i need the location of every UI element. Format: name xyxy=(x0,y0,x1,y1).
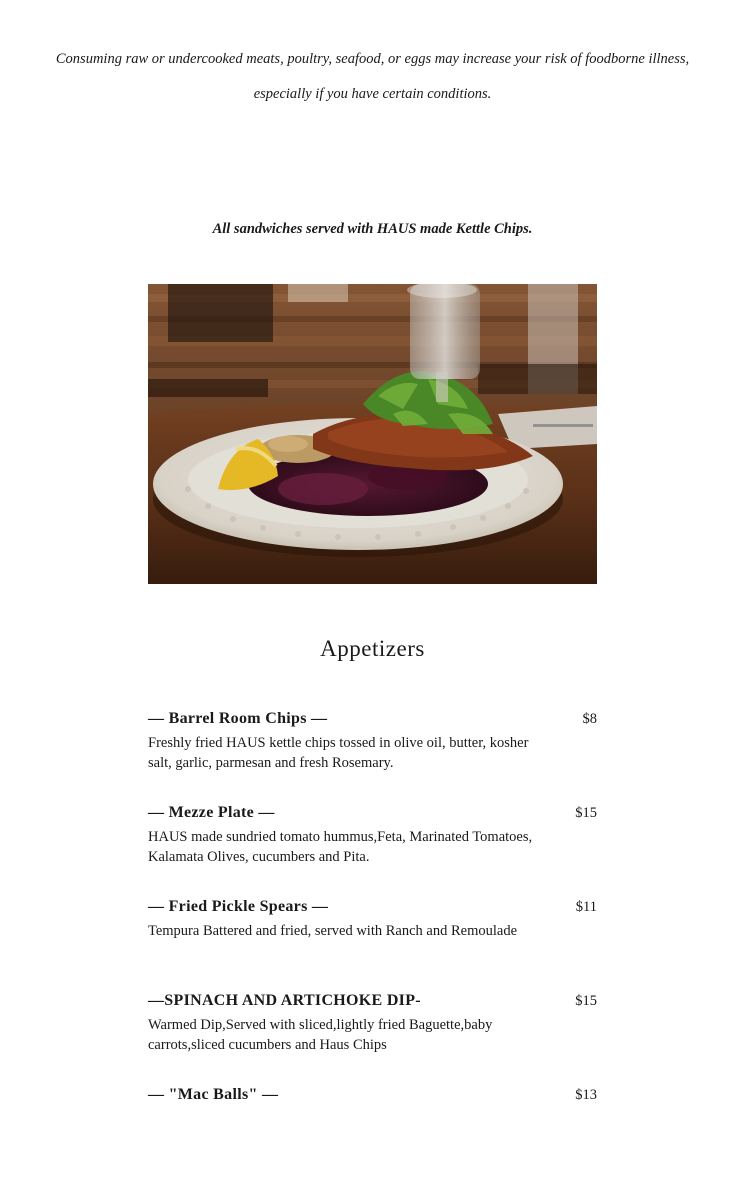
disclaimer-line-2: especially if you have certain conditions. xyxy=(253,86,492,102)
menu-item-mezze-plate xyxy=(148,804,597,898)
item-name: — "Mac Balls" — xyxy=(148,1086,279,1103)
item-name: — Fried Pickle Spears — xyxy=(148,898,329,915)
sandwich-note: All sandwiches served with HAUS made Kettle Chips. xyxy=(212,221,533,237)
item-price: $11 xyxy=(575,899,597,915)
item-description: Tempura Battered and fried, served with Ranch and Remoulade xyxy=(148,923,518,939)
item-description: Warmed Dip,Served with sliced,lightly fried Baguette,baby carrots,sliced cucumbers and Haus Chips xyxy=(148,1017,493,1053)
menu-item-barrel-room-chips xyxy=(148,710,597,804)
raw-food-disclaimer xyxy=(20,42,725,112)
item-description: Freshly fried HAUS kettle chips tossed in olive oil, butter, kosher salt, garlic, parmesan and fresh Rosemary. xyxy=(148,735,529,771)
item-price: $15 xyxy=(575,805,597,821)
item-price: $8 xyxy=(582,711,597,727)
menu-item-mac-balls xyxy=(148,1086,597,1180)
item-description: HAUS made sundried tomato hummus,Feta, Marinated Tomatoes, Kalamata Olives, cucumbers and Pita. xyxy=(148,829,533,865)
appetizers-list xyxy=(148,710,597,1180)
item-name: — Mezze Plate — xyxy=(148,804,275,821)
schnitzel-plate-photo xyxy=(148,284,597,584)
menu-item-fried-pickle-spears xyxy=(148,898,597,992)
item-name: — Barrel Room Chips — xyxy=(148,710,328,727)
item-price: $15 xyxy=(575,993,597,1009)
hero-image xyxy=(148,284,597,584)
menu-item-spinach-artichoke-dip xyxy=(148,992,597,1086)
section-title-appetizers: Appetizers xyxy=(320,636,425,661)
disclaimer-line-1: Consuming raw or undercooked meats, poultry, seafood, or eggs may increase your risk of foodborne illness, xyxy=(55,51,690,67)
item-name: —SPINACH AND ARTICHOKE DIP- xyxy=(148,992,421,1009)
item-price: $13 xyxy=(575,1087,597,1103)
